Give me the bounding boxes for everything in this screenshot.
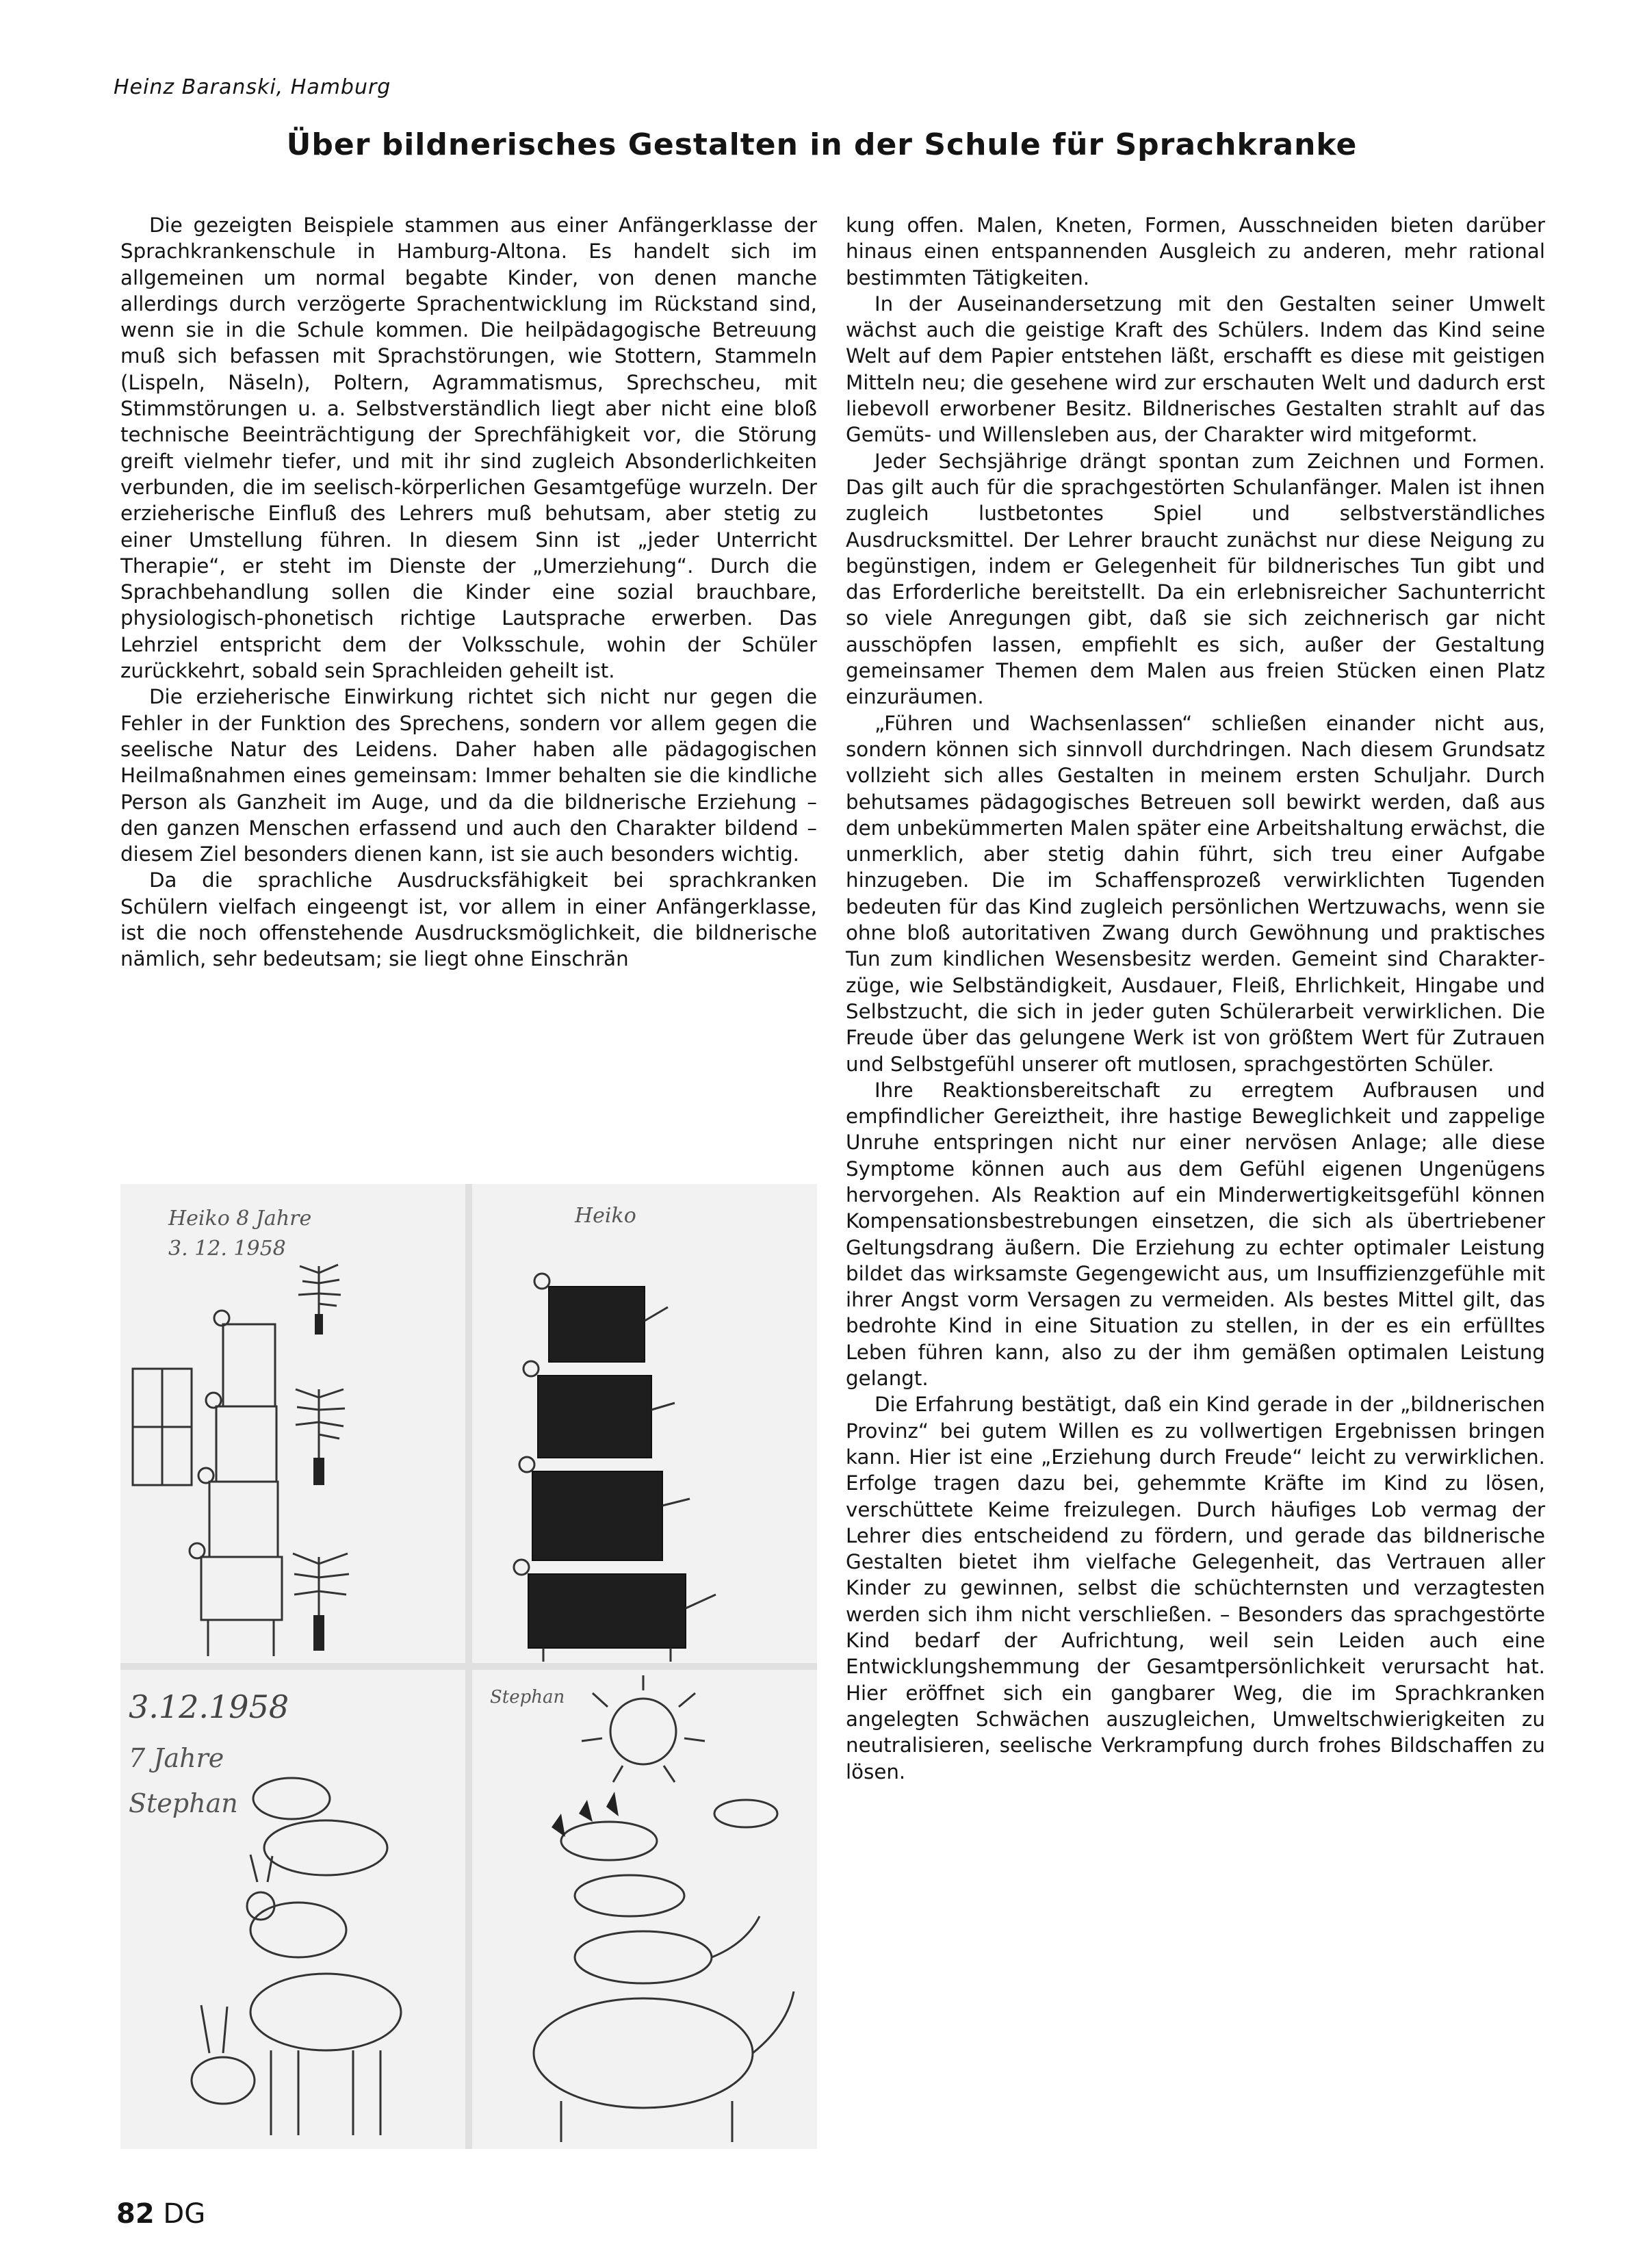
stacked-figure-4 xyxy=(201,1557,282,1620)
drawing-panel-tower-trees xyxy=(120,1184,465,1663)
journal-abbreviation: DG xyxy=(163,2198,206,2230)
stacked-animal-4 xyxy=(534,1998,753,2108)
dark-block-2 xyxy=(538,1376,651,1458)
stacked-animal-1 xyxy=(561,1822,657,1860)
drawing-inscription: Heiko 8 Jahre xyxy=(168,1207,312,1230)
large-animal-body xyxy=(250,1974,401,2050)
animal-head xyxy=(253,1778,330,1819)
paragraph: Jeder Sechsjährige drängt spontan zum Zeichnen und Formen. Das gilt auch für die sprachgestörten Schulanfänger. Malen ist ihnen zugleich lustbetontes Spiel und selbstverständliches Ausdrucksmittel. Der Lehrer braucht zunächst nur diese Neigung zu begünstigen, indem er Gelegenheit für bildnerisches Tun gibt und das Erforderliche bereitstellt. Da ein erlebnisreicher Sachunterricht so viele Anregungen gibt, daß sie sich zeichnerisch gar nicht ausschöpfen lassen, empfiehlt es sich, außer der Gestaltung gemeinsamer Themen dem Malen aus freien Stücken einen Platz einzuräumen. xyxy=(846,449,1545,709)
rabbit-body xyxy=(250,1903,346,1957)
animal-body xyxy=(264,1820,387,1875)
page-number: 82 xyxy=(116,2198,155,2230)
drawing-panel-dark-stack xyxy=(472,1184,817,1663)
paragraph: Die gezeigten Beispiele stammen aus einer Anfängerklasse der Sprachkrankenschule in Hamburg-Altona. Es handelt sich im allgemeinen um normal begabte Kinder, von denen manche allerdings durch verzögerte Sprachentwicklung im Rückstand sind, wenn sie in die Schule kommen. Die heilpädagogische Betreuung muß sich befassen mit Sprachstörungen, wie Stottern, Stammeln (Lispeln, Näseln), Poltern, Agrammatismus, Sprechscheu, mit Stimmstörungen u. a. Selbstverständlich liegt aber nicht eine bloß technische Beeinträchtigung der Sprechfähigkeit vor, die Störung greift vielmehr tiefer, und mit ihr sind zugleich Absonderlichkeiten verbunden, die im seelisch-körperlichen Gesamtgefüge wurzeln. Der erzieherische Einfluß des Lehrers muß behutsam, aber stetig zu einer Umstellung führen. In diesem Sinn ist „jeder Unterricht Therapie“, er steht im Dienste der „Umerziehung“. Durch die Sprachbehandlung sollen die Kinder eine sozial brauchbare, physiologisch-phonetisch richtige Lautsprache erwerben. Das Lehrziel entspricht dem der Volksschule, wohin der Schüler zurückkehrt, sobald sein Sprachleiden geheilt ist. xyxy=(120,214,817,683)
child-drawing-sun-animals xyxy=(472,1670,817,2149)
author-byline: Heinz Baranski, Hamburg xyxy=(114,75,391,99)
child-drawing-animals-left xyxy=(120,1670,465,2149)
paragraph: kung offen. Malen, Kneten, Formen, Ausschneiden bieten darüber hinaus einen entspannenden Ausgleich zu anderen, mehr rational bestimmten Tätigkeiten. xyxy=(846,214,1545,289)
paragraph: In der Auseinandersetzung mit den Gestalten seiner Umwelt wächst auch die geistige Kraft des Schülers. Indem das Kind seine Welt auf dem Papier entstehen läßt, erschafft es diese mit geistigen Mitteln neu; die gesehene wird zur erschauten Welt und dadurch erst liebevoll erworbener Besitz. Bildnerisches Gestalten strahlt auf das Gemüts- und Willensleben aus, der Charakter wird mitgeformt. xyxy=(846,292,1545,447)
drawing-date: 3.12.1958 xyxy=(129,1688,289,1725)
paragraph: Die Erfahrung bestätigt, daß ein Kind gerade in der „bildnerischen Provinz“ bei gutem Willen es zu vollwertigen Ergebnissen bringen kann. Hier ist eine „Erziehung durch Freude“ leicht zu verwirklichen. Erfolge tragen dazu bei, gehemmte Kräfte im Kind zu lösen, verschüttete Keime freizulegen. Durch häufiges Lob vermag der Lehrer dies entscheidend zu fördern, und gerade das bildnerische Gestalten bietet ihm vielfache Gelegenheit, das Vertrauen aller Kinder zu gewinnen, selbst die schüchternsten und verzagtesten werden sich ihm nicht verschließen. – Besonders das sprachgestörte Kind bedarf der Aufrichtung, weil sein Leiden auch eine Entwicklungshemmung der Gesamtpersönlichkeit verursacht hat. Hier eröffnet sich ein gangbarer Weg, die im Sprachkranken angelegten Schwächen auszugleichen, Umweltschwierigkeiten zu neutralisieren, seelische Verkrampfung durch frohes Bildschaffen zu lösen. xyxy=(846,1393,1545,1783)
children-drawings-figure xyxy=(120,1184,817,2149)
drawing-age: 7 Jahre xyxy=(129,1743,224,1773)
dark-block-4 xyxy=(528,1574,686,1648)
sun-shape xyxy=(610,1699,676,1764)
bird-shape xyxy=(714,1800,777,1827)
paragraph: „Führen und Wachsenlassen“ schließen einander nicht aus, sondern können sich sinnvoll durchdringen. Nach diesem Grundsatz vollzieht sich alles Gestalten in meinem ersten Schuljahr. Durch behutsames pädagogisches Betreuen soll bewirkt werden, daß aus dem unbekümmerten Malen später eine Arbeitshaltung erwächst, die unmerklich, aber stetig dahin führt, sich treu einer Aufgabe hinzugeben. Die im Schaffensprozeß verwirklichten Tugenden bedeuten für das Kind zugleich persönlichen Wertzuwachs, wenn sie ohne bloß autoritativen Zwang durch Gewöhnung und praktisches Tun zum kindlichen Wesensbesitz werden. Gemeint sind Charakterzüge, wie Selbständigkeit, Ausdauer, Fleiß, Ehrlichkeit, Hingabe und Selbstzucht, die sich in jeder guten Schülerarbeit verwirklichen. Die Freude über das gelungene Werk ist von größtem Wert für Zutrauen und Selbstgefühl unserer oft mutlosen, sprachgestörten Schüler. xyxy=(846,711,1545,1076)
drawing-date: 3. 12. 1958 xyxy=(168,1237,286,1261)
stacked-figure-1 xyxy=(223,1324,275,1406)
drawing-name: Heiko xyxy=(575,1204,636,1228)
drawing-panel-animals-left xyxy=(120,1670,465,2149)
left-text-column xyxy=(120,212,817,972)
paragraph: Die erzieherische Einwirkung richtet sich nicht nur gegen die Fehler in der Funktion des Sprechens, sondern vor allem gegen die seelische Natur des Leidens. Daher haben alle pädagogischen Heilmaßnahmen eines gemeinsam: Immer behalten sie die kindliche Person als Ganzheit im Auge, und da die bildnerische Erziehung – den ganzen Menschen erfassend und auch den Charakter bildend – diesem Ziel besonders dienen kann, ist sie auch besonders wichtig. xyxy=(120,685,817,866)
article-title: Über bildnerisches Gestalten in der Schule für Sprachkranke xyxy=(286,127,1358,162)
right-text-column xyxy=(846,212,1545,1785)
child-drawing-tower-trees xyxy=(120,1184,465,1663)
dark-block-1 xyxy=(549,1287,645,1362)
stacked-animal-3 xyxy=(575,1931,712,1983)
drawing-panel-sun-animals xyxy=(472,1670,817,2149)
paragraph: Ihre Reaktionsbereitschaft zu erregtem Aufbrausen und empfindlicher Gereiztheit, ihre hastige Beweglichkeit und zappelige Unruhe entspringen nicht nur einer nervösen Anlage; alle diese Symptome können auch aus dem Gefühl eigenen Ungenügens hervorgehen. Als Reaktion auf ein Minderwertigkeitsgefühl können Kompensationsbestrebungen einsetzen, die sich als übertriebener Geltungsdrang äußern. Die Erziehung zu echter optimaler Leistung bildet das wirksamste Gegengewicht aus, um Insuffizienzgefühle mit ihrer Angst vorm Versagen zu vermeiden. Als bestes Mittel gilt, das bedrohte Kind in eine Situation zu stellen, in der es ein erfülltes Leben führen kann, also zu der ihm gemäßen optimalen Leistung gelangt. xyxy=(846,1078,1545,1391)
stacked-figure-2 xyxy=(216,1406,276,1482)
drawing-name: Stephan xyxy=(129,1788,238,1818)
stacked-animal-2 xyxy=(575,1875,684,1916)
paragraph: Da die sprachliche Ausdrucksfähigkeit bei sprachkranken Schülern vielfach eingeengt ist, vor allem in einer Anfängerklasse, ist die noch offenstehende Ausdrucksmöglichkeit, die bildnerische nämlich, sehr bedeutsam; sie liegt ohne Einschrän xyxy=(120,868,817,971)
stacked-figure-3 xyxy=(209,1482,278,1557)
page-footer xyxy=(116,2198,205,2230)
drawing-name: Stephan xyxy=(490,1687,565,1708)
child-drawing-dark-stack xyxy=(472,1184,817,1663)
rabbit-head xyxy=(192,2057,255,2104)
dark-block-3 xyxy=(532,1471,662,1560)
